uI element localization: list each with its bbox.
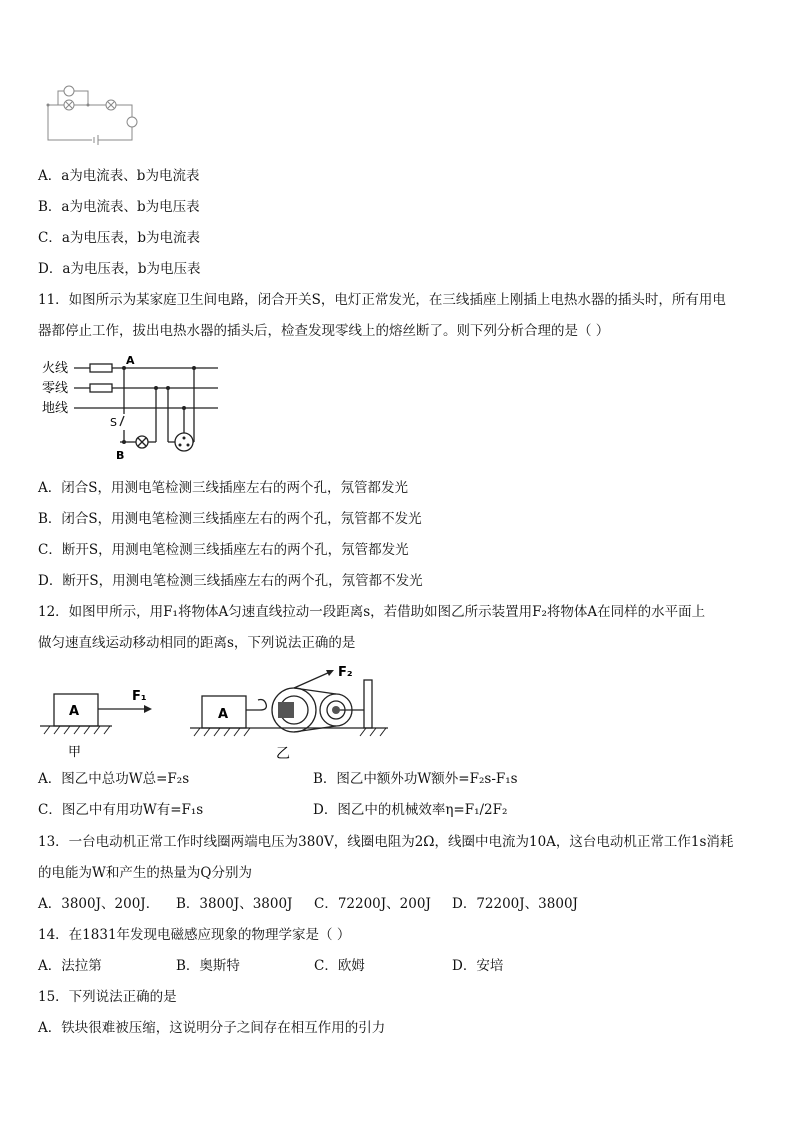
q14-option-c[interactable]: C．欧姆 [314,958,365,974]
q14-option-b[interactable]: B．奥斯特 [176,958,240,974]
q13-option-d[interactable]: D．72200J、3800J [452,896,578,912]
q11-option-a[interactable]: A．闭合S，用测电笔检测三线插座左右的两个孔，氖管都发光 [38,480,408,496]
q12-figure-yi [190,658,390,766]
label-block-a-jia: A [69,704,80,719]
q11-option-d[interactable]: D．断开S，用测电笔检测三线插座左右的两个孔，氖管都不发光 [38,573,423,589]
label-live-wire: 火线 [42,361,69,376]
q11-stem-line2: 器都停止工作，拔出电热水器的插头后，检查发现零线上的熔丝断了。则下列分析合理的是（ ） [38,323,610,339]
label-figure-jia: 甲 [68,745,82,760]
meter-b-icon [127,117,137,127]
q10-option-c[interactable]: C．a为电压表，b为电流表 [38,230,201,246]
label-switch-s: S [110,416,117,429]
q10-option-b[interactable]: B．a为电流表、b为电压表 [38,199,200,215]
label-point-a: A [126,354,135,367]
label-neutral-wire: 零线 [42,381,69,396]
label-block-a-yi: A [218,707,229,722]
label-force-f1: F₁ [132,689,147,704]
q14-option-d[interactable]: D．安培 [452,958,504,974]
label-point-b: B [116,449,125,462]
q15-option-a[interactable]: A．铁块很难被压缩，这说明分子之间存在相互作用的引力 [38,1020,386,1036]
q13-option-b[interactable]: B．3800J、3800J [176,896,293,912]
q12-stem-line1: 12．如图甲所示，用F₁将物体A匀速直线拉动一段距离s，若借助如图乙所示装置用F₂将物体A在同样的水平面上 [38,604,706,620]
q10-option-d[interactable]: D．a为电压表，b为电压表 [38,261,201,277]
label-ground-wire: 地线 [42,401,69,416]
q13-option-a[interactable]: A．3800J、200J． [38,896,160,912]
label-figure-yi: 乙 [276,746,290,762]
q15-stem: 15．下列说法正确的是 [38,989,177,1005]
q11-option-c[interactable]: C．断开S，用测电笔检测三线插座左右的两个孔，氖管都发光 [38,542,409,558]
meter-a-icon [64,86,74,96]
q11-stem-line1: 11．如图所示为某家庭卫生间电路，闭合开关S，电灯正常发光，在三线插座上刚插上电热水器的插头时，所有用电 [38,292,726,308]
q11-option-b[interactable]: B．闭合S，用测电笔检测三线插座左右的两个孔，氖管都不发光 [38,511,422,527]
q13-stem-line2: 的电能为W和产生的热量为Q分别为 [38,865,252,881]
q12-option-c[interactable]: C．图乙中有用功W有=F₁s [38,802,204,818]
q13-option-c[interactable]: C．72200J、200J [314,896,431,912]
q12-option-b[interactable]: B．图乙中额外功W额外=F₂s-F₁s [313,771,518,787]
q10-option-a[interactable]: A．a为电流表、b为电流表 [38,168,200,184]
fuse-neutral-icon [90,384,112,392]
socket-icon [175,433,193,451]
fuse-live-icon [90,364,112,372]
q12-stem-line2: 做匀速直线运动移动相同的距离s，下列说法正确的是 [38,635,356,651]
q12-option-d[interactable]: D．图乙中的机械效率η=F₁/2F₂ [313,802,508,818]
label-force-f2: F₂ [338,665,353,680]
q14-stem: 14．在1831年发现电磁感应现象的物理学家是（ ） [38,927,351,943]
q10-circuit-figure [40,80,140,145]
q14-option-a[interactable]: A．法拉第 [38,958,102,974]
q13-stem-line1: 13．一台电动机正常工作时线圈两端电压为380V，线圈电阻为2Ω，线圈中电流为10A，这台电动机正常工作1s消耗 [38,834,734,850]
q12-figure-jia [40,680,165,760]
q12-option-a[interactable]: A．图乙中总功W总=F₂s [38,771,190,787]
q11-household-circuit-figure [40,352,230,464]
